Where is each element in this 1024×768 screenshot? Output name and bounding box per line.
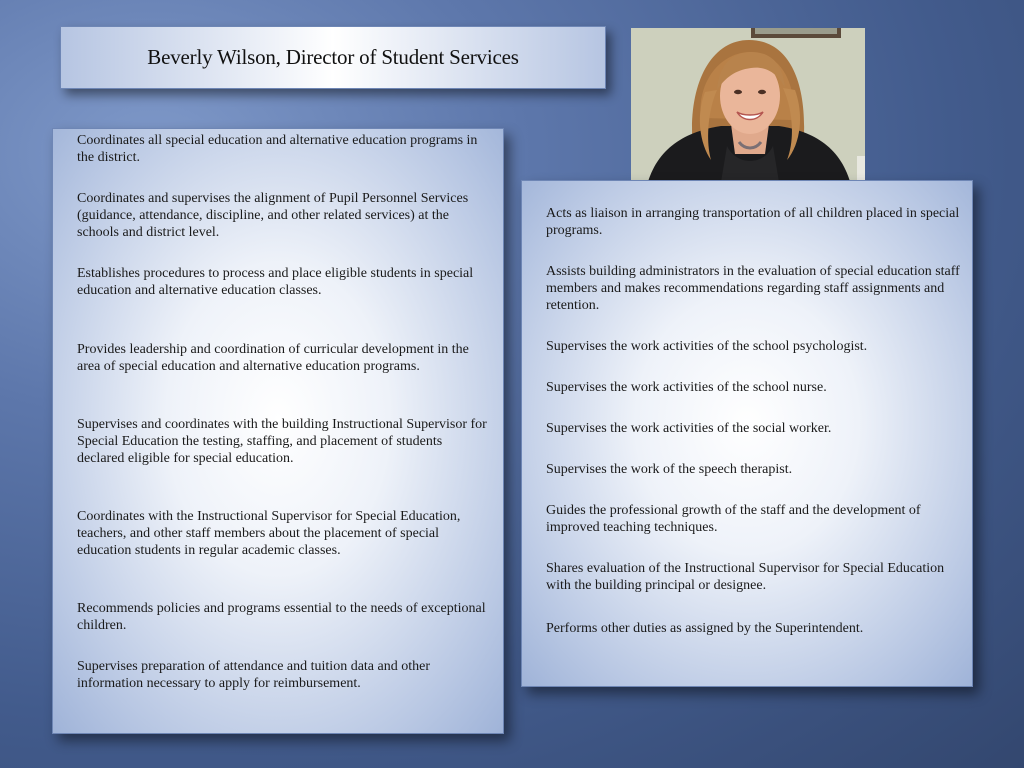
duty-item: Supervises the work activities of the school nurse. bbox=[546, 380, 827, 395]
duty-item: Provides leadership and coordination of curricular development in the area of special education and alternative education programs. bbox=[77, 342, 469, 374]
duty-item: Supervises the work activities of the social worker. bbox=[546, 421, 832, 436]
title-box bbox=[60, 26, 606, 89]
duty-item: Performs other duties as assigned by the Superintendent. bbox=[546, 621, 864, 636]
duty-item: Supervises preparation of attendance and tuition data and other information necessary to apply for reimbursement. bbox=[77, 659, 430, 691]
slide-title: Beverly Wilson, Director of Student Services bbox=[147, 45, 519, 69]
duty-item: Coordinates with the Instructional Supervisor for Special Education, teachers, and other staff members about the placement of special education students in regular academic classes. bbox=[77, 509, 461, 558]
portrait-icon bbox=[631, 28, 865, 194]
duty-item: Recommends policies and programs essential to the needs of exceptional children. bbox=[77, 601, 486, 633]
duty-item: Coordinates and supervises the alignment of Pupil Personnel Services (guidance, attendance, discipline, and other related services) at the schools and district level. bbox=[77, 191, 469, 240]
duty-item: Shares evaluation of the Instructional Supervisor for Special Education with the building principal or designee. bbox=[546, 561, 945, 593]
duty-item: Supervises the work activities of the school psychologist. bbox=[546, 339, 868, 354]
left-duties-panel bbox=[52, 128, 504, 734]
duty-item: Acts as liaison in arranging transportation of all children placed in special programs. bbox=[546, 206, 960, 238]
duty-item: Supervises the work of the speech therapist. bbox=[546, 462, 793, 477]
duty-item: Guides the professional growth of the staff and the development of improved teaching techniques. bbox=[546, 503, 921, 535]
duty-item: Supervises and coordinates with the building Instructional Supervisor for Special Education the testing, staffing, and placement of students declared eligible for special education. bbox=[77, 417, 487, 466]
duty-item: Establishes procedures to process and place eligible students in special education and alternative education classes. bbox=[77, 266, 474, 298]
duty-item: Coordinates all special education and alternative education programs in the district. bbox=[77, 133, 478, 165]
right-duties-panel bbox=[521, 180, 973, 687]
duty-item: Assists building administrators in the evaluation of special education staff members and makes recommendations regarding staff assignments and retention. bbox=[546, 264, 960, 313]
portrait-photo bbox=[631, 28, 865, 194]
